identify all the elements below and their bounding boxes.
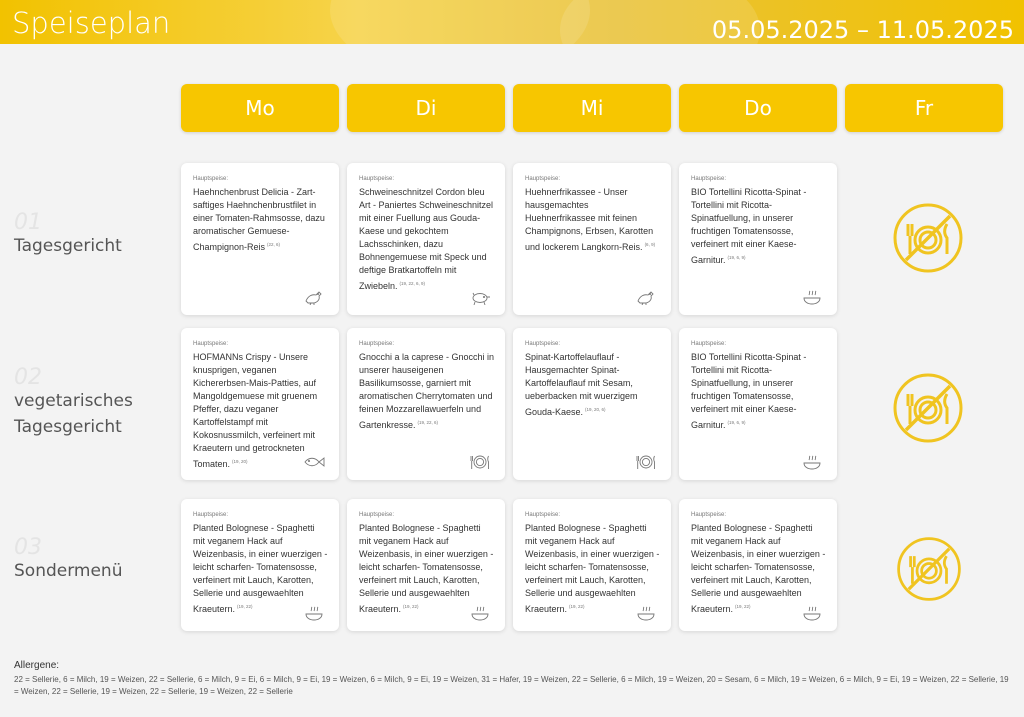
- menu-card: [347, 328, 505, 480]
- dish-description: [691, 351, 827, 432]
- menu-card: [679, 328, 837, 480]
- dish-text: Planted Bolognese - Spaghetti mit veganem Hack auf Weizenbasis, in einer wuerzigen -leicht scharfen- Tomatensosse, verfeinert mit Lauch, Karotten, Sellerie und ausgewaehlten Kraeutern.: [525, 523, 660, 614]
- dish-text: Planted Bolognese - Spaghetti mit veganem Hack auf Weizenbasis, in einer wuerzigen -leicht scharfen- Tomatensosse, verfeinert mit Lauch, Karotten, Sellerie und ausgewaehlten Kraeutern.: [193, 523, 328, 614]
- date-range: 05.05.2025 – 11.05.2025: [711, 16, 1014, 44]
- bowl-icon: [801, 289, 823, 305]
- card-kicker: Hauptspeise:: [691, 512, 727, 518]
- allergen-codes: (19, 22): [237, 604, 253, 609]
- dish-description: [193, 186, 329, 254]
- dish-description: [525, 186, 661, 254]
- dish-description: [525, 351, 661, 419]
- bowl-icon: [801, 605, 823, 621]
- card-kicker: Hauptspeise:: [359, 341, 395, 347]
- card-kicker: Hauptspeise:: [193, 512, 229, 518]
- day-header-do: Do: [679, 84, 837, 132]
- no-food-icon: [894, 534, 964, 604]
- dish-text: HOFMANNs Crispy - Unsere knusprigen, veganen Kichererbsen-Mais-Patties, auf Mangoldgemuese mit gruenem Pfeffer, dazu veganer Kartoffelstampf mit Kokosnussmilch, verfeinert mit Kraeutern und getrockneten Tomaten.: [193, 352, 318, 469]
- allergen-codes: (19, 6, 9): [727, 255, 746, 260]
- category-label: Tagesgericht: [14, 236, 122, 256]
- card-kicker: Hauptspeise:: [525, 176, 561, 182]
- cutlery-icon: [635, 454, 657, 470]
- bowl-icon: [303, 605, 325, 621]
- no-food-icon: [890, 370, 966, 446]
- page-title: Speiseplan: [12, 6, 171, 40]
- dish-text: Planted Bolognese - Spaghetti mit veganem Hack auf Weizenbasis, in einer wuerzigen -leicht scharfen- Tomatensosse, verfeinert mit Lauch, Karotten, Sellerie und ausgewaehlten Kraeutern.: [691, 523, 826, 614]
- card-kicker: Hauptspeise:: [193, 341, 229, 347]
- dish-text: Schweineschnitzel Cordon bleu Art - Paniertes Schweineschnitzel mit einer Fuellung aus Gouda-Kaese und gekochtem Lachsschinken, dazu Bohnengemuese mit Speck und deftige Bratkartoffeln mit Zwiebeln.: [359, 187, 494, 291]
- allergen-codes: (6, 9): [644, 242, 656, 247]
- menu-card: [347, 499, 505, 631]
- cutlery-icon: [469, 454, 491, 470]
- category-vegetarisch: [14, 365, 133, 440]
- card-kicker: Hauptspeise:: [691, 341, 727, 347]
- menu-card: [181, 499, 339, 631]
- allergen-codes: (19, 20, 6): [585, 407, 606, 412]
- pig-icon: [469, 289, 491, 305]
- card-kicker: Hauptspeise:: [193, 176, 229, 182]
- menu-card: [513, 499, 671, 631]
- category-sondermenue: [14, 535, 123, 584]
- category-number: 03: [14, 535, 42, 560]
- card-kicker: Hauptspeise:: [359, 512, 395, 518]
- dish-text: Gnocchi a la caprese - Gnocchi in unserer hauseigenen Basilikumsosse, garniert mit aromatischen Cherrytomaten und feinen Mozzarellawuerfeln und Gartenkresse.: [359, 352, 495, 430]
- card-kicker: Hauptspeise:: [525, 341, 561, 347]
- category-label: vegetarisches: [14, 391, 133, 411]
- menu-card: [513, 328, 671, 480]
- card-kicker: Hauptspeise:: [359, 176, 395, 182]
- allergen-codes: (19, 20): [232, 459, 248, 464]
- dish-text: Haehnchenbrust Delicia - Zart-saftiges Haehnchenbrustfilet in einer Tomaten-Rahmsosse, dazu aromatischer Gemuese-Champignon-Reis: [193, 187, 325, 252]
- allergen-codes: (19, 22, 6): [417, 420, 439, 425]
- dish-description: [359, 351, 495, 432]
- day-header-di: Di: [347, 84, 505, 132]
- dish-text: Spinat-Kartoffelauflauf - Hausgemachter Spinat-Kartoffelauflauf mit Sesam, ueberbacken mit wuerzigem Gouda-Kaese.: [525, 352, 638, 417]
- allergen-codes: (19, 22): [403, 604, 419, 609]
- menu-card: [513, 163, 671, 315]
- allergen-codes: (19, 22, 6, 9): [399, 281, 426, 286]
- category-label: Sondermenü: [14, 561, 123, 581]
- allergen-legend: [14, 660, 1014, 698]
- allergen-codes: (19, 22): [569, 604, 585, 609]
- category-number: 01: [14, 210, 42, 235]
- bowl-icon: [801, 454, 823, 470]
- day-header-mo: Mo: [181, 84, 339, 132]
- allergen-heading: Allergene:: [14, 660, 60, 671]
- menu-card: [347, 163, 505, 315]
- day-header-fr: Fr: [845, 84, 1003, 132]
- category-tagesgericht: [14, 210, 122, 259]
- no-food-icon: [890, 200, 966, 276]
- bowl-icon: [469, 605, 491, 621]
- dish-text: BIO Tortellini Ricotta-Spinat - Tortellini mit Ricotta-Spinatfuellung, in unserer fruchtigen Tomatensosse, verfeinert mit einer Kaese-Garnitur.: [691, 187, 807, 265]
- dish-description: [193, 351, 329, 471]
- card-kicker: Hauptspeise:: [691, 176, 727, 182]
- chicken-icon: [303, 289, 325, 305]
- dish-description: [691, 522, 827, 616]
- category-label: Tagesgericht: [14, 417, 122, 437]
- chicken-icon: [635, 289, 657, 305]
- menu-card: [679, 163, 837, 315]
- allergen-text: 22 = Sellerie, 6 = Milch, 19 = Weizen, 22 = Sellerie, 6 = Milch, 9 = Ei, 6 = Milch, 9 = Ei, 19 = Weizen, 6 = Milch, 9 = Ei, 19 = Weizen, 31 = Hafer, 19 = Weizen, 22 = Sellerie, 6 = Milch, 19 = Weizen, 20 = Sesam, 6 = Milch, 19 = Weizen, 6 = Milch, 9 = Ei, 19 = Weizen, 22 = Sellerie, 19 = Weizen, 22 = Sellerie, 19 = Weizen, 22 = Sellerie, 19 = Weizen, 22 = Sellerie: [14, 675, 1009, 696]
- fish-icon: [303, 454, 325, 470]
- allergen-codes: (19, 6, 9): [727, 420, 746, 425]
- menu-card: [679, 499, 837, 631]
- dish-description: [525, 522, 661, 616]
- menu-card: [181, 328, 339, 480]
- dish-text: Planted Bolognese - Spaghetti mit veganem Hack auf Weizenbasis, in einer wuerzigen -leicht scharfen- Tomatensosse, verfeinert mit Lauch, Karotten, Sellerie und ausgewaehlten Kraeutern.: [359, 523, 494, 614]
- dish-description: [193, 522, 329, 616]
- allergen-codes: (22, 6): [267, 242, 281, 247]
- dish-text: Huehnerfrikassee - Unser hausgemachtes Huehnerfrikassee mit feinen Champignons, Erbsen, Karotten und lockerem Langkorn-Reis.: [525, 187, 654, 252]
- header-banner: [0, 0, 1024, 44]
- dish-text: BIO Tortellini Ricotta-Spinat - Tortellini mit Ricotta-Spinatfuellung, in unserer fruchtigen Tomatensosse, verfeinert mit einer Kaese-Garnitur.: [691, 352, 807, 430]
- dish-description: [359, 186, 495, 293]
- card-kicker: Hauptspeise:: [525, 512, 561, 518]
- dish-description: [691, 186, 827, 267]
- day-header-mi: Mi: [513, 84, 671, 132]
- allergen-codes: (19, 22): [735, 604, 751, 609]
- menu-card: [181, 163, 339, 315]
- dish-description: [359, 522, 495, 616]
- category-number: 02: [14, 365, 42, 390]
- bowl-icon: [635, 605, 657, 621]
